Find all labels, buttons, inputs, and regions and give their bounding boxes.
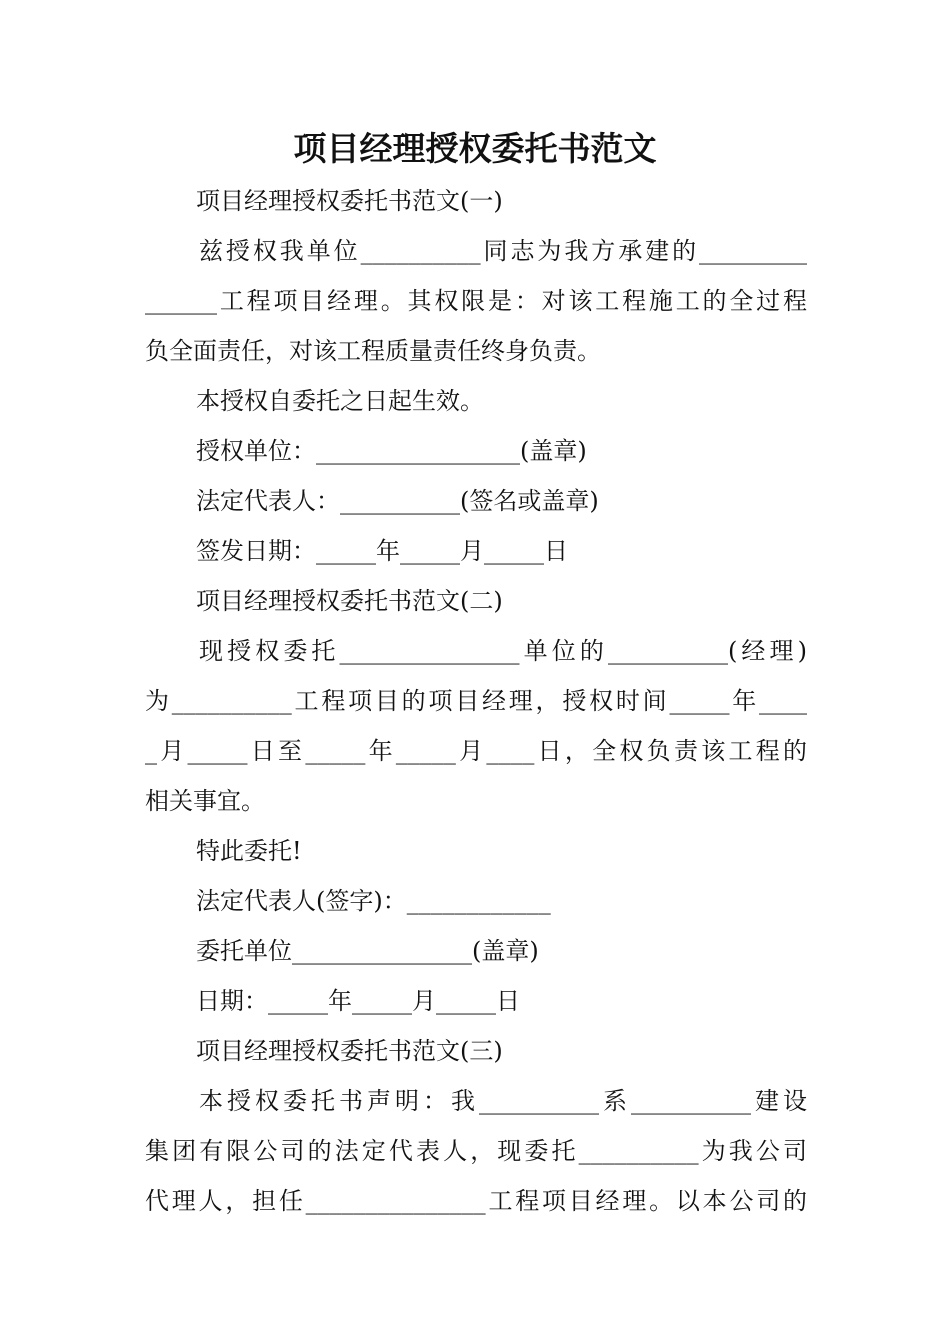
document-body [145, 176, 807, 1226]
paragraph-line: 本授权自委托之日起生效。 [196, 387, 484, 415]
paragraph-line: 现授权委托_______________单位的__________(经理) [199, 637, 807, 665]
paragraph-line: _月_____日至_____年_____月____日，全权负责该工程的 [145, 737, 807, 765]
section-heading-3: 项目经理授权委托书范文(三) [196, 1037, 503, 1065]
signature-field-representative: 法定代表人(签字)：____________ [196, 887, 551, 915]
paragraph-line: 集团有限公司的法定代表人，现委托__________为我公司 [145, 1137, 807, 1165]
signature-field-unit: 委托单位_______________(盖章) [196, 937, 539, 965]
date-field: 签发日期：_____年_____月_____日 [196, 537, 568, 565]
signature-field-representative: 法定代表人：__________(签名或盖章) [196, 487, 599, 515]
section-heading-2: 项目经理授权委托书范文(二) [196, 587, 503, 615]
paragraph-line: 为__________工程项目的项目经理，授权时间_____年____ [145, 687, 807, 715]
paragraph-line: 特此委托! [196, 837, 302, 865]
paragraph-line: 本授权委托书声明：我__________系__________建设 [199, 1087, 807, 1115]
paragraph-line: 代理人，担任_______________工程项目经理。以本公司的 [145, 1187, 807, 1215]
paragraph-line: ______工程项目经理。其权限是：对该工程施工的全过程 [145, 287, 807, 315]
date-field: 日期：_____年_____月_____日 [196, 987, 520, 1015]
document-title: 项目经理授权委托书范文 [293, 129, 657, 168]
section-heading-1: 项目经理授权委托书范文(一) [196, 187, 503, 215]
paragraph-line: 相关事宜。 [145, 787, 265, 815]
paragraph-line: 负全面责任，对该工程质量责任终身负责。 [145, 337, 601, 365]
signature-field-unit: 授权单位：_________________(盖章) [196, 437, 587, 465]
paragraph-line: 兹授权我单位__________同志为我方承建的_________ [199, 237, 807, 265]
